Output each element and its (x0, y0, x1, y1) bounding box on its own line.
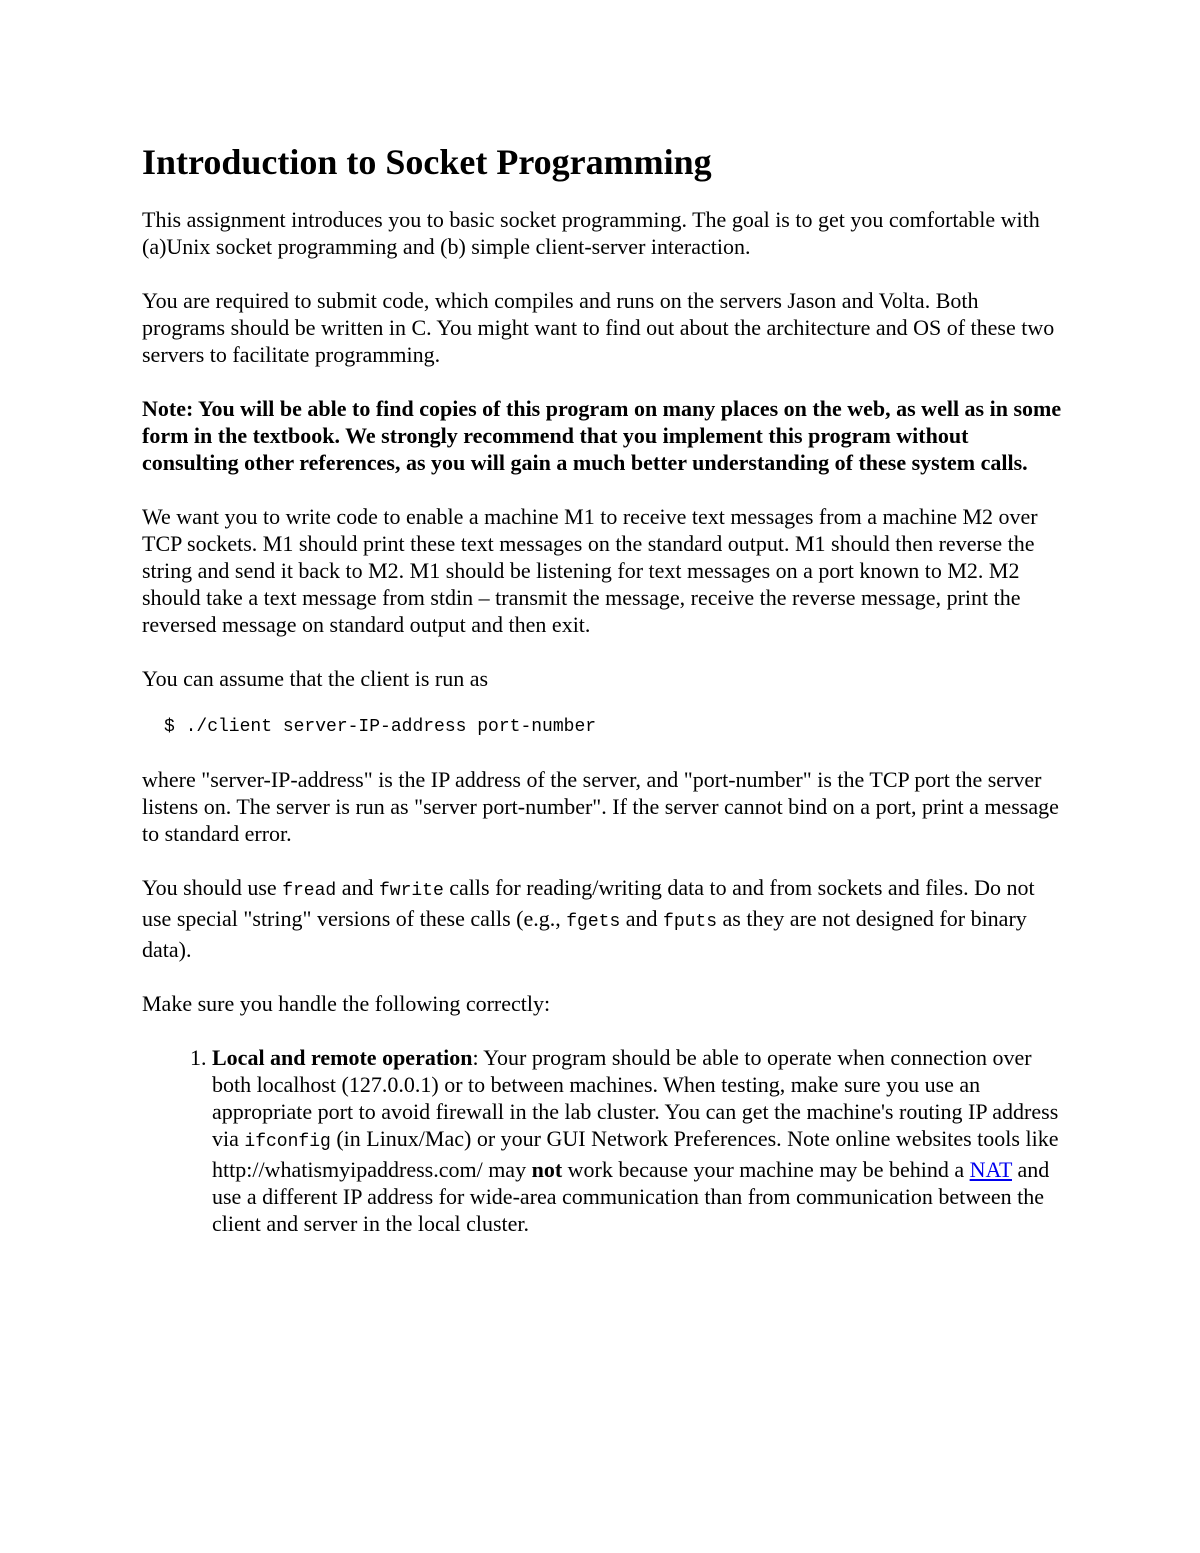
list-item-text-2: (in Linux/Mac) or your GUI Network Preferences. Note online websites tools like http://whatismyipaddress.com/ may (212, 1126, 1059, 1182)
client-command: $ ./client server-IP-address port-number (164, 717, 597, 737)
requirements-list (142, 1044, 1062, 1237)
requirements-paragraph: You are required to submit code, which compiles and runs on the servers Jason and Volta. Both programs should be written in C. You might want to find out about the architecture and OS of these two servers to facilitate programming. (142, 288, 1055, 367)
io-text-4: and (620, 906, 664, 931)
handle-paragraph: Make sure you handle the following correctly: (142, 991, 551, 1016)
list-item-text-1: : Your program should be able to operate when connection over both localhost (127.0.0.1) or to between machines. When testing, make sure you use an appropriate port to avoid firewall in the lab cluster. You can get the machine's routing IP address via (212, 1045, 1059, 1151)
code-fwrite: fwrite (378, 881, 444, 901)
where-paragraph: where "server-IP-address" is the IP address of the server, and "port-number" is the TCP port the server listens on. The server is run as "server port-number". If the server cannot bind on a port, print a message to standard error. (142, 767, 1059, 846)
client-run-paragraph: You can assume that the client is run as (142, 666, 489, 691)
list-item-text-4: and use a different IP address for wide-area communication than from communication between the client and server in the local cluster. (212, 1157, 1050, 1236)
task-paragraph: We want you to write code to enable a machine M1 to receive text messages from a machine M2 over TCP sockets. M1 should print these text messages on the standard output. M1 should then reverse the string and send it back to M2. M1 should be listening for text messages on a port known to M2. M2 should take a text message from stdin – transmit the message, receive the reverse message, print the reversed message on standard output and then exit. (142, 504, 1038, 637)
list-item-text-3: work because your machine may be behind a (562, 1157, 970, 1182)
io-text-3: calls for reading/writing data to and from sockets and files. Do not use special "string" versions of these calls (e.g., (142, 875, 1035, 931)
code-fputs: fputs (663, 912, 718, 932)
io-text-5: as they are not designed for binary data). (142, 906, 1027, 962)
io-text-2: and (336, 875, 379, 900)
page-title: Introduction to Socket Programming (142, 142, 712, 182)
document-body (142, 140, 1062, 1237)
list-item (212, 1044, 1062, 1237)
io-calls-paragraph (142, 874, 1062, 963)
list-item-emphasis: not (531, 1157, 563, 1182)
code-ifconfig: ifconfig (244, 1132, 331, 1152)
list-item-heading: Local and remote operation (212, 1045, 473, 1070)
code-fgets: fgets (566, 912, 621, 932)
intro-paragraph: This assignment introduces you to basic socket programming. The goal is to get you comfortable with (a)Unix socket programming and (b) simple client-server interaction. (142, 207, 1040, 259)
code-fread: fread (282, 881, 337, 901)
note-paragraph: Note: You will be able to find copies of this program on many places on the web, as well as in some form in the textbook. We strongly recommend that you implement this program without consulting other references, as you will gain a much better understanding of these system calls. (142, 396, 1062, 475)
io-text-1: You should use (142, 875, 283, 900)
nat-link[interactable]: NAT (969, 1157, 1012, 1182)
